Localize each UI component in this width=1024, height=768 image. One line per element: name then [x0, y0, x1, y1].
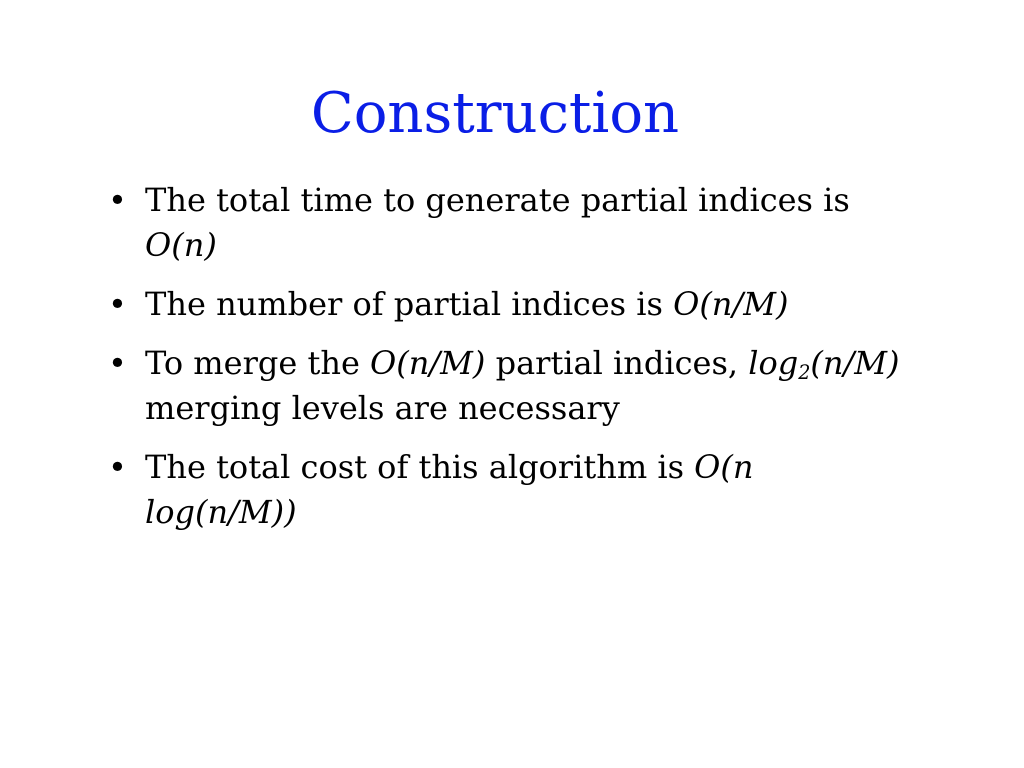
bullet-icon: •	[108, 448, 127, 486]
bullet-item	[108, 178, 908, 268]
bullet-text: The number of partial indices is	[145, 285, 674, 323]
math-expression: O(n)	[145, 226, 217, 264]
math-subscript: 2	[798, 360, 811, 384]
math-argument: (n/M)	[810, 344, 900, 382]
math-log: log	[748, 344, 799, 382]
bullet-icon: •	[108, 285, 127, 323]
bullet-text: merging levels are necessary	[145, 389, 620, 427]
math-expression: O(n/M)	[370, 344, 486, 382]
math-expression: O(n/M)	[673, 285, 789, 323]
bullet-text: The total time to generate partial indices is	[145, 181, 850, 219]
bullet-text: The total cost of this algorithm is	[145, 448, 695, 486]
math-expression	[748, 344, 899, 382]
bullet-list	[108, 178, 908, 549]
bullet-item	[108, 445, 908, 535]
bullet-item	[108, 341, 908, 431]
math-expression: O(n log(n/M))	[145, 448, 754, 531]
bullet-text: partial indices,	[485, 344, 749, 382]
bullet-item	[108, 282, 908, 327]
bullet-icon: •	[108, 181, 127, 219]
bullet-icon: •	[108, 344, 127, 382]
bullet-text: To merge the	[145, 344, 371, 382]
slide-title: Construction	[310, 81, 680, 146]
